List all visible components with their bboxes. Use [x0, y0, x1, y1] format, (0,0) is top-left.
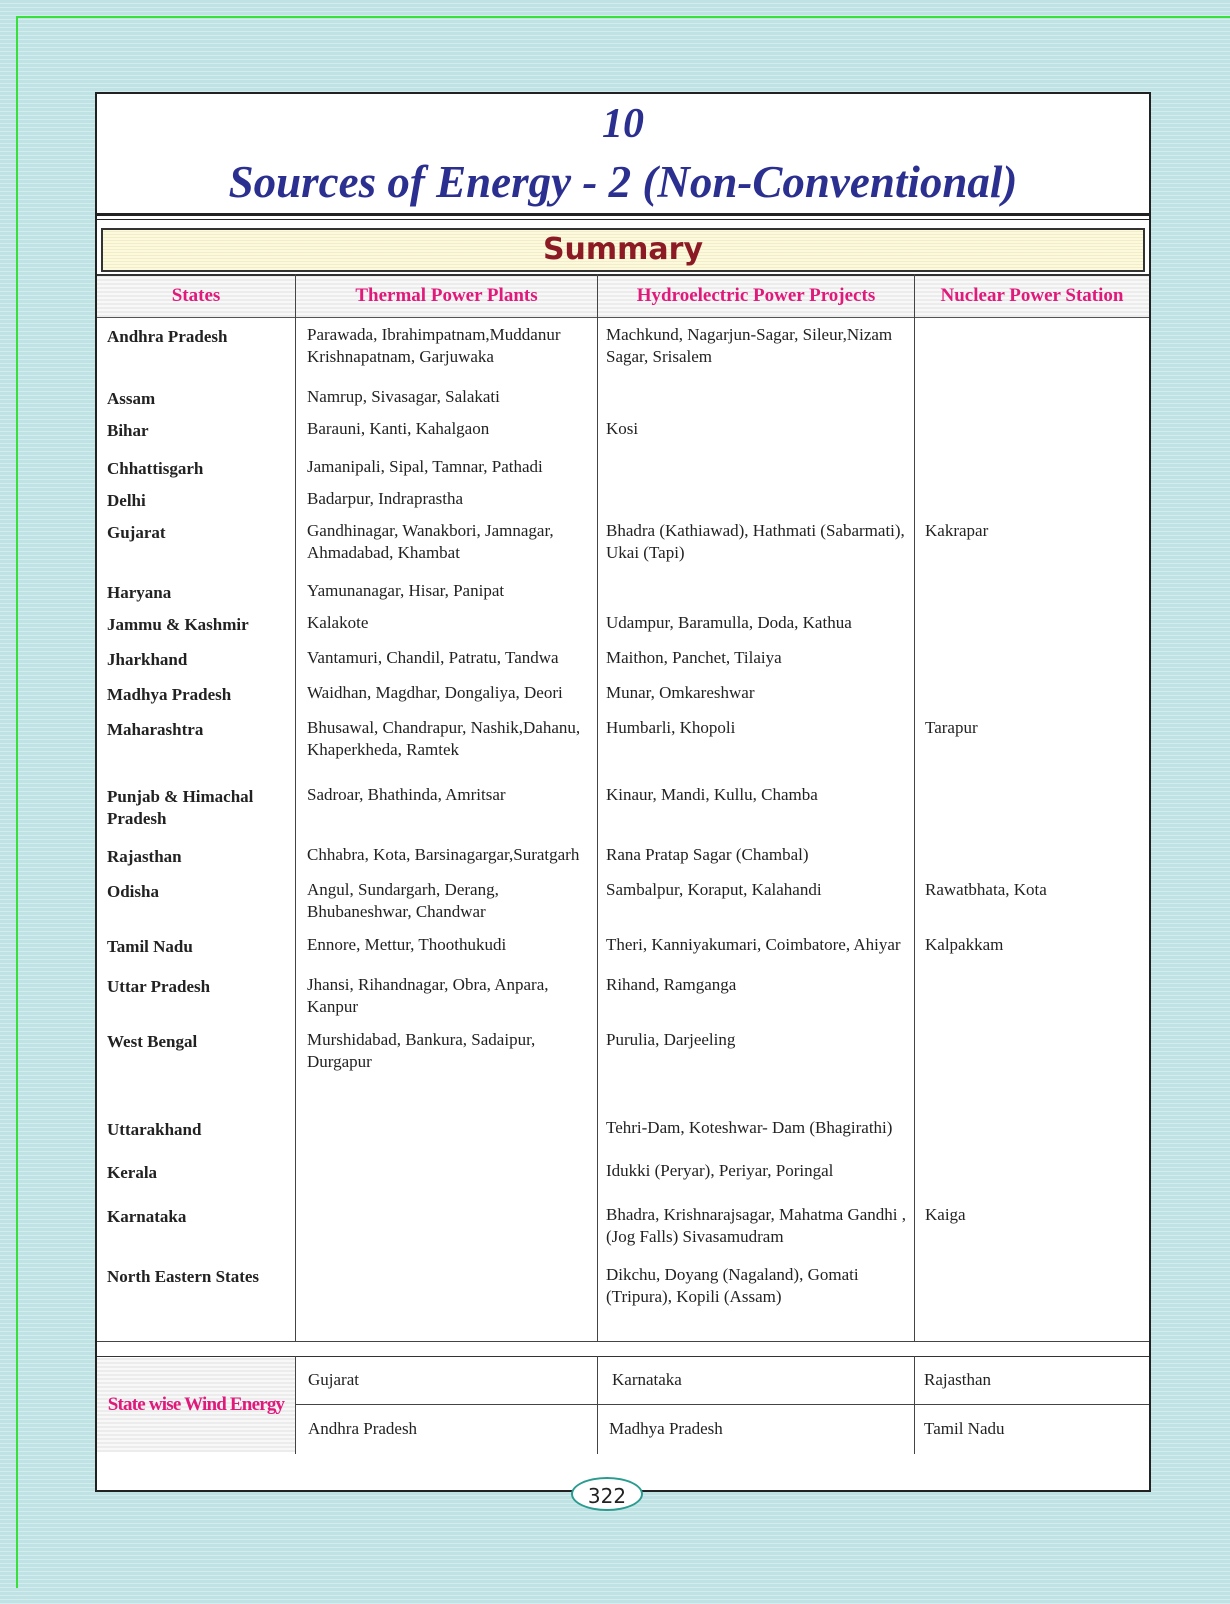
wind-energy-label: State wise Wind Energy [97, 1358, 295, 1452]
document-page [95, 92, 1151, 1492]
title-rule [97, 213, 1149, 216]
plant-list-hydro: Bhadra, Krishnarajsagar, Mahatma Gandhi ,(Jog Falls) Sivasamudram [606, 1205, 907, 1246]
column-divider [295, 274, 296, 1342]
plant-list-thermal: Waidhan, Magdhar, Dongaliya, Deori [307, 683, 563, 702]
state-name: Madhya Pradesh [107, 685, 232, 704]
wind-top-rule [97, 1356, 1149, 1357]
state-name: Jharkhand [107, 650, 188, 669]
title-rule-thin [97, 219, 1149, 220]
plant-list-hydro: Machkund, Nagarjun-Sagar, Sileur,Nizam Sagar, Srisalem [606, 325, 893, 366]
state-name: Chhattisgarh [107, 459, 204, 478]
plant-list-hydro: Sambalpur, Koraput, Kalahandi [606, 880, 822, 899]
plant-list-hydro: Kinaur, Mandi, Kullu, Chamba [606, 785, 818, 804]
plant-list-hydro: Udampur, Baramulla, Doda, Kathua [606, 613, 852, 632]
wind-divider [295, 1356, 296, 1454]
plant-list-hydro: Tehri-Dam, Koteshwar- Dam (Bhagirathi) [606, 1118, 893, 1137]
plant-list-thermal: Parawada, Ibrahimpatnam,Muddanur Krishnapatnam, Garjuwaka [307, 325, 561, 366]
column-divider [914, 274, 915, 1342]
plant-list-thermal: Murshidabad, Bankura, Sadaipur, Durgapur [307, 1030, 536, 1071]
plant-list-thermal: Jhansi, Rihandnagar, Obra, Anpara, Kanpur [307, 975, 549, 1016]
chapter-title: Sources of Energy - 2 (Non-Conventional) [228, 157, 1018, 207]
plant-list-hydro: Rihand, Ramganga [606, 975, 737, 994]
state-name: Odisha [107, 882, 159, 901]
state-name: North Eastern States [107, 1267, 260, 1286]
plant-list-hydro: Dikchu, Doyang (Nagaland), Gomati (Tripura), Kopili (Assam) [606, 1265, 859, 1306]
state-name: Uttarakhand [107, 1120, 202, 1139]
plant-list-nuclear: Kalpakkam [925, 935, 1004, 954]
wind-divider [597, 1356, 598, 1454]
plant-list-thermal: Yamunanagar, Hisar, Panipat [307, 581, 505, 600]
state-name: Tamil Nadu [107, 937, 193, 956]
state-name: Kerala [107, 1163, 158, 1182]
plant-list-thermal: Chhabra, Kota, Barsinagargar,Suratgarh [307, 845, 580, 864]
state-name: Jammu & Kashmir [107, 615, 249, 634]
plant-list-thermal: Badarpur, Indraprastha [307, 489, 464, 508]
plant-list-hydro: Rana Pratap Sagar (Chambal) [606, 845, 809, 864]
state-name: Punjab & Himachal Pradesh [107, 787, 254, 828]
plant-list-hydro: Purulia, Darjeeling [606, 1030, 736, 1049]
plant-list-nuclear: Kaiga [925, 1205, 966, 1224]
plant-list-hydro: Munar, Omkareshwar [606, 683, 755, 702]
plant-list-thermal: Jamanipali, Sipal, Tamnar, Pathadi [307, 457, 543, 476]
plant-list-thermal: Namrup, Sivasagar, Salakati [307, 387, 500, 406]
header-hydro: Hydroelectric Power Projects [636, 285, 876, 306]
wind-cell: Madhya Pradesh [609, 1419, 723, 1438]
state-name: Maharashtra [107, 720, 204, 739]
plant-list-nuclear: Kakrapar [925, 521, 989, 540]
wind-cell: Andhra Pradesh [308, 1419, 418, 1438]
state-name: Delhi [107, 491, 146, 510]
plant-list-nuclear: Tarapur [925, 718, 978, 737]
chapter-number: 10 [602, 101, 644, 147]
table-bottom-rule [97, 1341, 1149, 1342]
state-name: Uttar Pradesh [107, 977, 211, 996]
state-name: Assam [107, 389, 156, 408]
wind-cell: Gujarat [308, 1370, 359, 1389]
plant-list-hydro: Maithon, Panchet, Tilaiya [606, 648, 782, 667]
plant-list-thermal: Ennore, Mettur, Thoothukudi [307, 935, 507, 954]
plant-list-thermal: Bhusawal, Chandrapur, Nashik,Dahanu, Khaperkheda, Ramtek [307, 718, 581, 759]
wind-divider [914, 1356, 915, 1454]
header-states: States [171, 285, 221, 306]
plant-list-nuclear: Rawatbhata, Kota [925, 880, 1047, 899]
plant-list-hydro: Kosi [606, 419, 639, 438]
state-name: West Bengal [107, 1032, 198, 1051]
header-thermal: Thermal Power Plants [355, 285, 538, 306]
state-name: Karnataka [107, 1207, 187, 1226]
plant-list-thermal: Gandhinagar, Wanakbori, Jamnagar, Ahmadabad, Khambat [307, 521, 554, 562]
plant-list-thermal: Vantamuri, Chandil, Patratu, Tandwa [307, 648, 559, 667]
state-name: Gujarat [107, 523, 166, 542]
wind-row-divider [295, 1404, 1149, 1405]
plant-list-hydro: Bhadra (Kathiawad), Hathmati (Sabarmati), Ukai (Tapi) [606, 521, 905, 562]
state-name: Andhra Pradesh [107, 327, 228, 346]
page-number: 322 [571, 1477, 643, 1511]
summary-banner [101, 228, 1145, 272]
plant-list-thermal: Angul, Sundargarh, Derang, Bhubaneshwar, Chandwar [307, 880, 499, 921]
plant-list-hydro: Humbarli, Khopoli [606, 718, 736, 737]
table-header-row [97, 274, 1149, 318]
state-name: Rajasthan [107, 847, 182, 866]
plant-list-hydro: Theri, Kanniyakumari, Coimbatore, Ahiyar [606, 935, 901, 954]
plant-list-thermal: Sadroar, Bhathinda, Amritsar [307, 785, 506, 804]
state-name: Bihar [107, 421, 149, 440]
wind-cell: Tamil Nadu [924, 1419, 1005, 1438]
state-name: Haryana [107, 583, 172, 602]
plant-list-thermal: Kalakote [307, 613, 369, 632]
plant-list-hydro: Idukki (Peryar), Periyar, Poringal [606, 1161, 834, 1180]
header-nuclear: Nuclear Power Station [940, 285, 1124, 306]
summary-heading: Summary [542, 232, 704, 267]
plant-list-thermal: Barauni, Kanti, Kahalgaon [307, 419, 490, 438]
wind-cell: Rajasthan [924, 1370, 992, 1389]
column-divider [597, 274, 598, 1342]
wind-cell: Karnataka [612, 1370, 682, 1389]
